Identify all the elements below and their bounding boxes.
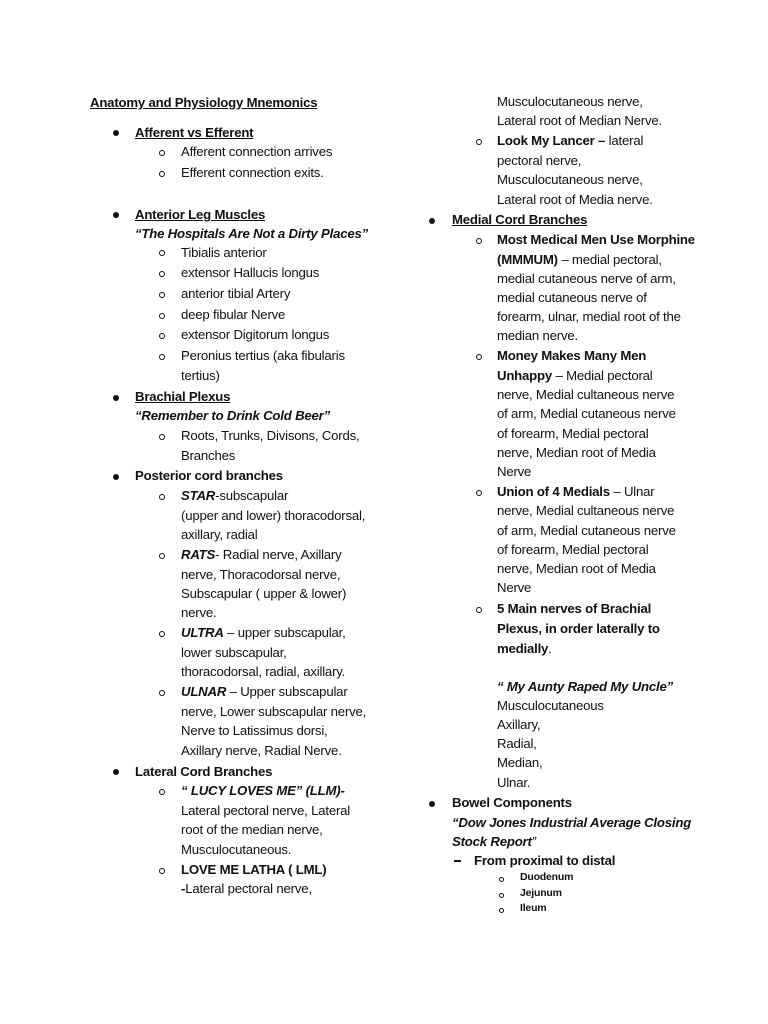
list-item: Afferent connection arrives (181, 144, 333, 159)
list-item: axillary, radial (181, 527, 258, 542)
sub-bullet (159, 553, 165, 559)
sub-bullet (159, 150, 165, 156)
list-item: of arm, Medial cutaneous nerve (497, 406, 676, 421)
sub-bullet (476, 607, 482, 613)
list-item: extensor Digitorum longus (181, 327, 330, 342)
sub-bullet (159, 354, 165, 360)
list-item: Subscapular ( upper & lower) (181, 586, 347, 601)
dash-bullet (454, 860, 461, 862)
money-text: – Medial pectoral (552, 368, 653, 383)
sub-bullet (159, 434, 165, 440)
list-item: Musculocutaneous. (181, 842, 292, 857)
list-item: nerve. (181, 605, 217, 620)
sub-bullet (159, 271, 165, 277)
list-item: median nerve. (497, 328, 578, 343)
bullet (113, 395, 119, 401)
lateral-heading: Lateral Cord Branches (135, 764, 273, 779)
sub-bullet (159, 333, 165, 339)
bullet (113, 212, 119, 218)
leg-heading: Anterior Leg Muscles (135, 207, 266, 222)
list-item: Lateral root of Media nerve. (497, 192, 653, 207)
list-item: root of the median nerve, (181, 822, 323, 837)
five-nerves-end: medially (497, 641, 549, 656)
list-item: Lateral root of Median Nerve. (497, 113, 662, 128)
medial-heading: Medial Cord Branches (452, 212, 588, 227)
list-item: medial cutaneous nerve of arm, (497, 271, 676, 286)
list-item: of arm, Medial cutaneous nerve (497, 523, 676, 538)
ulnar-key: ULNAR (181, 684, 227, 699)
list-item: Median, (497, 755, 543, 770)
brachial-mnemonic: “Remember to Drink Cold Beer” (135, 408, 330, 423)
money-key-end: Unhappy (497, 368, 553, 383)
five-nerves-line: Plexus, in order laterally to (497, 621, 660, 636)
list-item: Musculocutaneous (497, 698, 604, 713)
list-item: medial cutaneous nerve of (497, 290, 647, 305)
five-nerves-line (497, 639, 552, 658)
list-item: Musculocutaneous nerve, (497, 172, 643, 187)
list-item: nerve, Medial cultaneous nerve (497, 503, 675, 518)
latha-key: LOVE ME LATHA ( LML) (181, 862, 327, 877)
list-item: (upper and lower) thoracodorsal, (181, 508, 366, 523)
list-item: Jejunum (520, 887, 562, 899)
ultra-key: ULTRA (181, 625, 224, 640)
union-key: Union of 4 Medials (497, 484, 610, 499)
sub-bullet (159, 313, 165, 319)
list-item: Peronius tertius (aka fibularis (181, 348, 345, 363)
sub-bullet (159, 494, 165, 500)
list-item: Radial, (497, 736, 537, 751)
list-item: Tibialis anterior (181, 245, 267, 260)
rats-line (181, 545, 342, 564)
list-item: Efferent connection exits. (181, 165, 324, 180)
star-key: STAR (181, 488, 216, 503)
list-item: pectoral nerve, (497, 153, 582, 168)
lancer-key: Look My Lancer – (497, 133, 606, 148)
lancer-text: lateral (605, 133, 644, 148)
list-item: thoracodorsal, radial, axillary. (181, 664, 346, 679)
money-key: Money Makes Many Men (497, 348, 647, 363)
money-line (497, 366, 653, 385)
leg-mnemonic: “The Hospitals Are Not a Dirty Places” (135, 226, 369, 241)
sub-bullet (159, 868, 165, 874)
list-item: Duodenum (520, 871, 574, 883)
period: . (548, 641, 552, 656)
ulnar-text: – Upper subscapular (226, 684, 348, 699)
bullet (113, 474, 119, 480)
list-item: of forearm, Medial pectoral (497, 426, 649, 441)
lucy-key: “ LUCY LOVES ME” (LLM)- (181, 783, 345, 798)
page-title: Anatomy and Physiology Mnemonics (90, 95, 318, 110)
ulnar-line (181, 682, 348, 701)
list-item: Nerve (497, 464, 532, 479)
list-item: anterior tibial Artery (181, 286, 291, 301)
mmmum-text: – medial pectoral, (557, 252, 662, 267)
list-item: deep fibular Nerve (181, 307, 286, 322)
latha-text: Lateral pectoral nerve, (185, 881, 312, 896)
bowel-mnemonic-text: Stock Report (452, 834, 532, 849)
bullet (429, 218, 435, 224)
union-line (497, 482, 654, 501)
mmmum-acronym: (MMMUM) (497, 252, 558, 267)
bowel-mnemonic-end (452, 832, 536, 851)
rats-key: RATS (181, 547, 216, 562)
list-item: Lateral pectoral nerve, Lateral (181, 803, 351, 818)
sub-bullet (499, 908, 504, 913)
list-item: nerve, Lower subscapular nerve, (181, 704, 367, 719)
afferent-heading: Afferent vs Efferent (135, 125, 254, 140)
latha-line (181, 879, 312, 898)
list-item: nerve, Median root of Media (497, 561, 656, 576)
mmmum-key: Most Medical Men Use Morphine (497, 232, 695, 247)
posterior-heading: Posterior cord branches (135, 468, 283, 483)
star-text: -subscapular (215, 488, 289, 503)
sub-bullet (476, 354, 482, 360)
list-item: Nerve to Latissimus dorsi, (181, 723, 328, 738)
list-item: nerve, Medial cultaneous nerve (497, 387, 675, 402)
list-item: Axillary nerve, Radial Nerve. (181, 743, 342, 758)
list-item: nerve, Thoracodorsal nerve, (181, 567, 341, 582)
brachial-heading: Brachial Plexus (135, 389, 231, 404)
sub-bullet (159, 631, 165, 637)
list-item: Branches (181, 448, 236, 463)
bullet (429, 801, 435, 807)
list-item: extensor Hallucis longus (181, 265, 320, 280)
sub-bullet (159, 789, 165, 795)
union-text: – Ulnar (609, 484, 655, 499)
sub-bullet (159, 250, 165, 256)
latha-dash: - (181, 881, 186, 896)
list-item: Nerve (497, 580, 532, 595)
sub-bullet (159, 690, 165, 696)
mmmum-line (497, 250, 662, 269)
list-item: of forearm, Medial pectoral (497, 542, 649, 557)
bullet (113, 769, 119, 775)
list-item: Ileum (520, 902, 547, 914)
sub-bullet (499, 877, 504, 882)
list-item: Roots, Trunks, Divisons, Cords, (181, 428, 360, 443)
five-nerves-line: 5 Main nerves of Brachial (497, 601, 652, 616)
list-item: tertius) (181, 368, 220, 383)
quote: ” (531, 834, 536, 849)
bullet (113, 130, 119, 136)
list-item: lower subscapular, (181, 645, 287, 660)
list-item: nerve, Median root of Media (497, 445, 656, 460)
list-item: forearm, ulnar, medial root of the (497, 309, 681, 324)
list-item: Ulnar. (497, 775, 531, 790)
sub-bullet (476, 238, 482, 244)
list-item: Musculocutaneous nerve, (497, 94, 643, 109)
sub-bullet (159, 292, 165, 298)
aunty-mnemonic: “ My Aunty Raped My Uncle” (497, 679, 674, 694)
ultra-text: – upper subscapular, (223, 625, 346, 640)
bowel-heading: Bowel Components (452, 795, 572, 810)
sub-bullet (499, 893, 504, 898)
bowel-sub: From proximal to distal (474, 853, 616, 868)
sub-bullet (476, 490, 482, 496)
sub-bullet (476, 139, 482, 145)
ultra-line (181, 623, 346, 642)
list-item: Axillary, (497, 717, 541, 732)
rats-text: - Radial nerve, Axillary (215, 547, 342, 562)
star-line (181, 486, 288, 505)
bowel-mnemonic: “Dow Jones Industrial Average Closing (452, 815, 692, 830)
sub-bullet (159, 171, 165, 177)
lancer-line (497, 131, 643, 150)
